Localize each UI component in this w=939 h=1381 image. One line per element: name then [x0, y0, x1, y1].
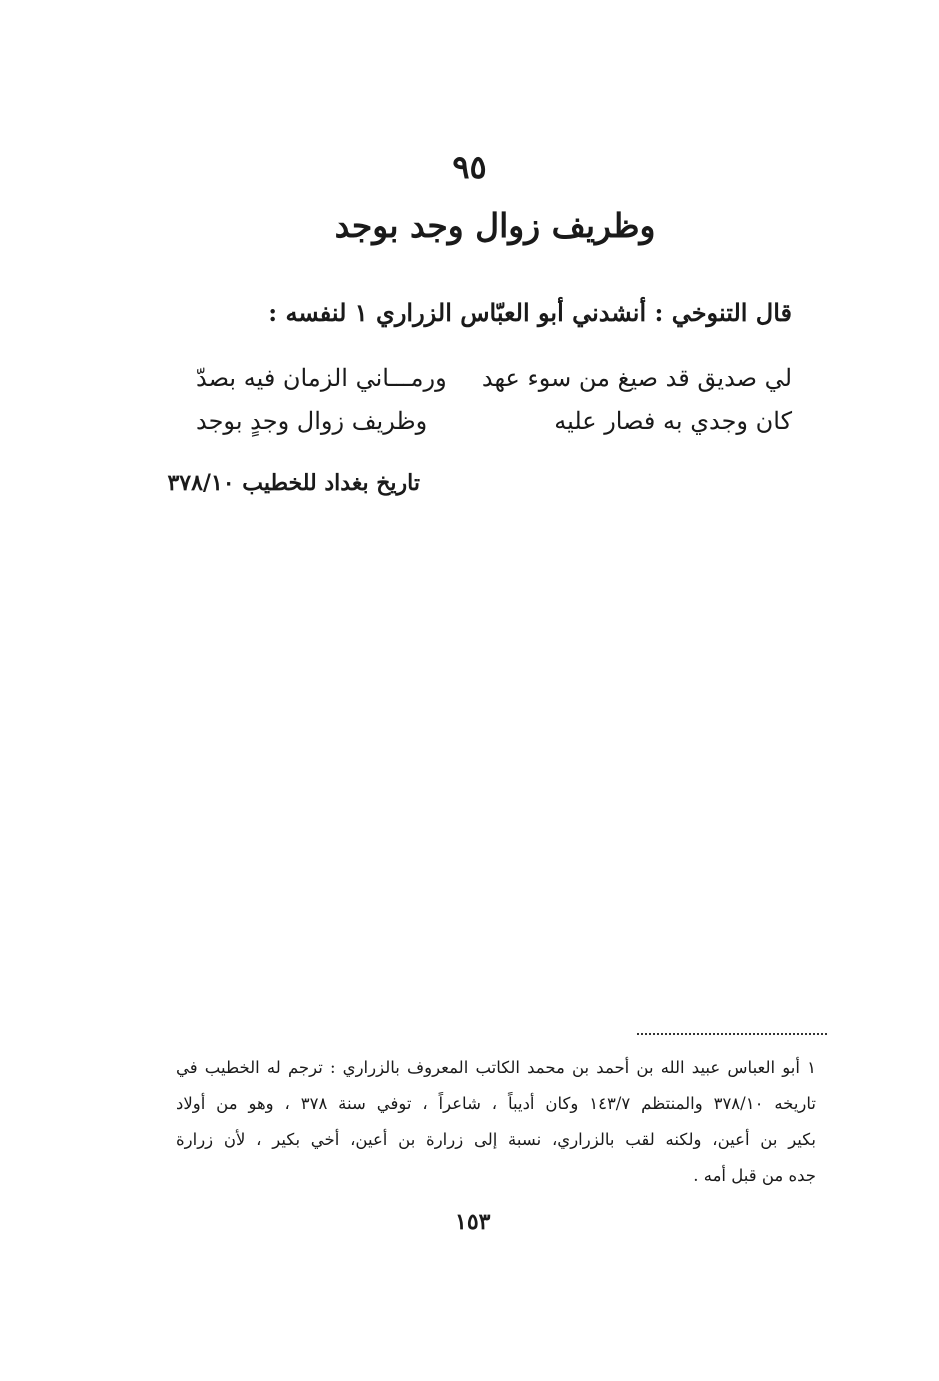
source-citation: تاريخ بغداد للخطيب ٣٧٨/١٠: [167, 470, 420, 496]
page-number: ١٥٣: [455, 1209, 491, 1235]
verse-first-hemistich: كان وجدي به فصار عليه: [554, 407, 792, 435]
poem-verse: [196, 364, 792, 392]
intro-line: قال التنوخي : أنشدني أبو العبّاس الزراري ١ لنفسه :: [268, 298, 792, 327]
footnote-line: تاريخه ٣٧٨/١٠ والمنتظم ١٤٣/٧ وكان أديباً ، شاعراً ، توفي سنة ٣٧٨ ، وهو من أولاد: [176, 1094, 816, 1113]
poem-verse: [196, 407, 792, 435]
footnote-line: بكير بن أعين، ولكنه لقب بالزراري، نسبة إلى زرارة بن أعين، أخي بكير ، لأن زرارة: [176, 1130, 816, 1149]
verse-second-hemistich: وظريف زوال وجدٍ بوجد: [196, 407, 428, 435]
footnote-line: ١ أبو العباس عبيد الله بن أحمد بن محمد الكاتب المعروف بالزراري : ترجم له الخطيب في: [176, 1058, 816, 1077]
footnote: [176, 1050, 816, 1194]
section-number: ٩٥: [452, 148, 487, 186]
footnote-line: جده من قبل أمه .: [693, 1166, 816, 1185]
footnote-divider: [637, 1033, 827, 1035]
verse-second-hemistich: ورمـــاني الزمان فيه بصدّ: [196, 364, 447, 392]
verse-first-hemistich: لي صديق قد صيغ من سوء عهد: [481, 364, 792, 392]
section-title: وظريف زوال وجد بوجد: [334, 206, 656, 245]
